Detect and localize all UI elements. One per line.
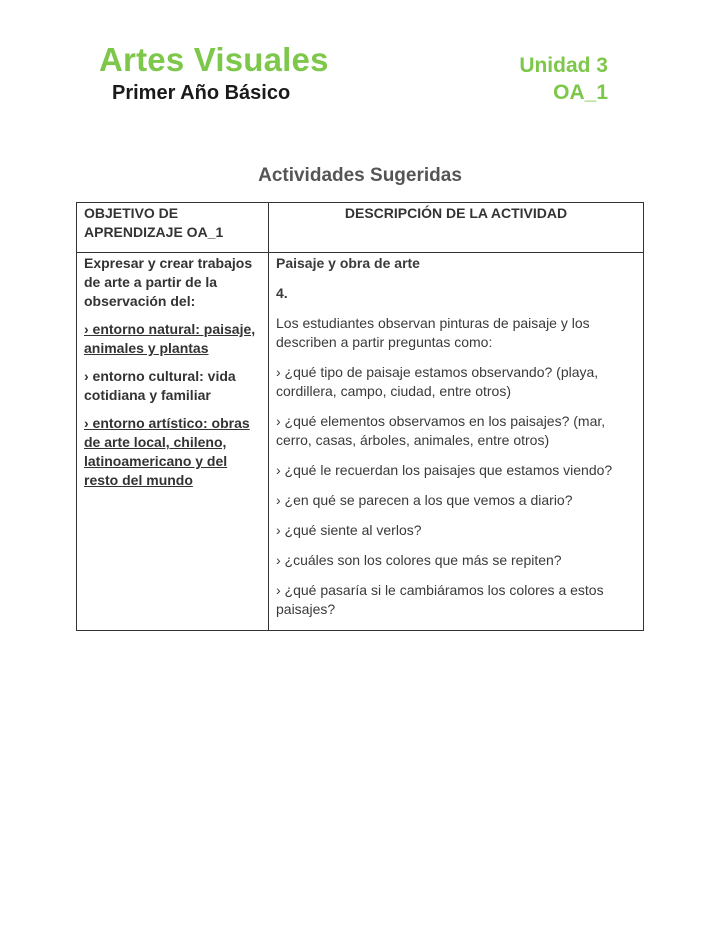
objective-item: › entorno artístico: obras de arte local, chileno, latinoamericano y del resto del mundo (84, 415, 250, 488)
document-header-right (519, 52, 608, 106)
objective-item: › entorno cultural: vida cotidiana y familiar (84, 368, 236, 403)
activity-cell (269, 253, 644, 631)
document-title: Artes Visuales (99, 41, 329, 78)
activity-question: › ¿qué pasaría si le cambiáramos los colores a estos paisajes? (276, 582, 604, 617)
objective-item: › entorno natural: paisaje, animales y plantas (84, 321, 256, 356)
document-subtitle: Primer Año Básico (112, 82, 291, 104)
activity-intro: Los estudiantes observan pinturas de paisaje y los describen a partir preguntas como: (276, 315, 590, 350)
activity-question: › ¿en qué se parecen a los que vemos a diario? (276, 492, 573, 508)
activity-question: › ¿qué le recuerdan los paisajes que estamos viendo? (276, 462, 613, 478)
activity-question: › ¿cuáles son los colores que más se repiten? (276, 552, 562, 568)
unit-label: Unidad 3 (519, 54, 608, 77)
table-row (77, 253, 644, 631)
activity-number: 4. (276, 285, 288, 301)
objective-intro: Expresar y crear trabajos de arte a partir de la observación del: (84, 255, 253, 309)
table-header-row (77, 203, 644, 253)
document-header-left (99, 40, 329, 106)
header-objective: OBJETIVO DE APRENDIZAJE OA_1 (77, 203, 269, 253)
activities-table (76, 202, 644, 631)
activity-title: Paisaje y obra de arte (276, 255, 420, 271)
oa-label: OA_1 (553, 81, 608, 104)
activity-question: › ¿qué tipo de paisaje estamos observando? (playa, cordillera, campo, ciudad, entre otros) (276, 364, 599, 399)
section-title: Actividades Sugeridas (258, 165, 462, 186)
activity-question: › ¿qué elementos observamos en los paisajes? (mar, cerro, casas, árboles, animales, entre otros) (276, 413, 606, 448)
objective-cell (77, 253, 269, 631)
header-description: DESCRIPCIÓN DE LA ACTIVIDAD (269, 203, 644, 253)
activity-question: › ¿qué siente al verlos? (276, 522, 422, 538)
